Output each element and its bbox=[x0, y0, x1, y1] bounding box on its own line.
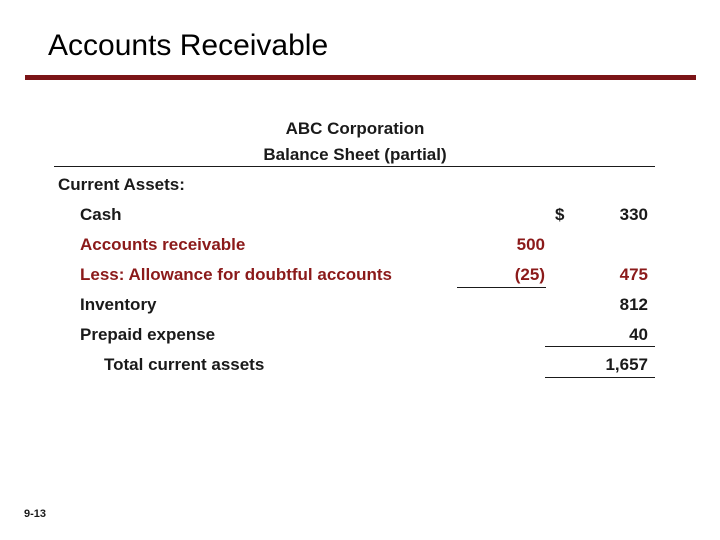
row-subtotal-amount: (25) bbox=[514, 265, 545, 284]
subtotal-underline bbox=[457, 287, 546, 288]
table-row bbox=[0, 295, 720, 319]
row-label: Accounts receivable bbox=[80, 235, 246, 254]
row-label: Cash bbox=[80, 205, 122, 224]
row-total-amount: 40 bbox=[629, 325, 648, 344]
header-rule bbox=[54, 166, 655, 167]
total-label: Total current assets bbox=[104, 355, 265, 374]
section-heading-row bbox=[0, 175, 720, 199]
total-underline-bottom bbox=[545, 377, 655, 378]
row-label: Inventory bbox=[80, 295, 157, 314]
title-underline bbox=[25, 75, 696, 80]
statement-name: Balance Sheet (partial) bbox=[263, 145, 447, 164]
total-underline-top bbox=[545, 346, 655, 347]
section-heading: Current Assets: bbox=[58, 175, 185, 194]
total-amount: 1,657 bbox=[605, 355, 648, 374]
row-subtotal-amount: 500 bbox=[516, 235, 545, 254]
row-total-amount: 330 bbox=[619, 205, 648, 224]
total-row bbox=[0, 355, 720, 379]
table-row bbox=[0, 205, 720, 229]
row-total-amount: 475 bbox=[619, 265, 648, 284]
row-total-amount: 812 bbox=[619, 295, 648, 314]
row-label: Less: Allowance for doubtful accounts bbox=[80, 265, 393, 284]
slide-title: Accounts Receivable bbox=[48, 29, 329, 62]
company-name: ABC Corporation bbox=[285, 119, 425, 138]
table-row bbox=[0, 265, 720, 289]
table-row bbox=[0, 235, 720, 259]
dollar-sign: $ bbox=[555, 205, 565, 224]
row-label: Prepaid expense bbox=[80, 325, 216, 344]
page-number: 9-13 bbox=[24, 508, 47, 520]
